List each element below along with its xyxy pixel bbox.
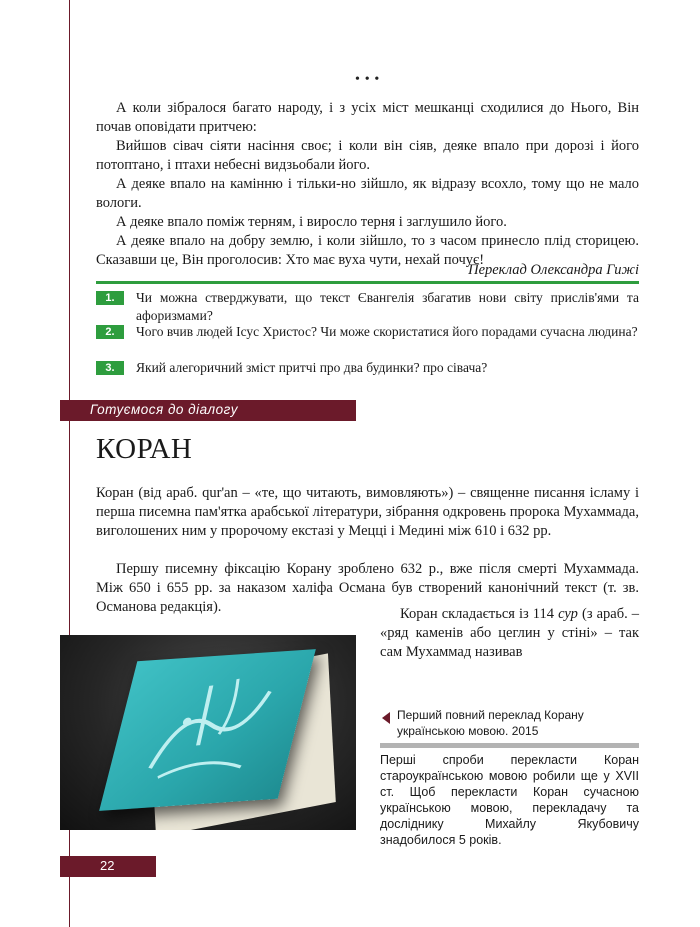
- question-number: 1.: [96, 291, 124, 305]
- question-number: 3.: [96, 361, 124, 375]
- koran-paragraph-3-start: Коран складається із 114: [400, 606, 555, 622]
- page-title: КОРАН: [96, 433, 193, 465]
- koran-paragraph-2: Першу писемну фіксацію Корану зроблено 632 р., вже після смерті Мухаммада. Між 650 і 655 рр. за наказом халіфа Османа був створений канонічний текст (т. зв. Османова редакція).: [96, 561, 639, 615]
- parable-paragraph-5: А деяке впало на добру землю, і коли зійшло, то з часом принесло плід сторицею. Сказавши це, Він проголосив: Хто має вуха чути, нехай почує!: [96, 233, 639, 268]
- koran-paragraph-3: [380, 605, 639, 662]
- page-number-tab: [60, 856, 156, 877]
- green-divider: [96, 281, 639, 284]
- question-text: Чого вчив людей Ісус Христос? Чи може скористатися його порадами сучасна людина?: [136, 324, 638, 339]
- photo-caption: Перший повний переклад Корану українською мовою. 2015: [397, 708, 584, 738]
- sura-term: сур: [558, 606, 578, 622]
- parable-paragraph-4: А деяке впало поміж терням, і виросло терня і заглушило його.: [116, 214, 507, 230]
- page-number: 22: [100, 858, 115, 873]
- parable-paragraph-2: Вийшов сівач сіяти насіння своє; і коли він сіяв, деяке впало при дорозі і його потоптано, і птахи небесні видзьобали його.: [96, 138, 639, 173]
- koran-book-photo: [60, 635, 356, 830]
- question-text: Чи можна стверджувати, що текст Євангелія збагатив нови світу прислів'ями та афоризмами?: [136, 290, 639, 323]
- question-text: Який алегоричний зміст притчі про два будинки? про сівача?: [136, 360, 488, 375]
- caption-arrow-icon: [382, 712, 390, 724]
- parable-paragraph-1: А коли зібралося багато народу, і з усіх міст мешканці сходилися до Нього, Він почав оповідати притчею:: [96, 100, 639, 135]
- koran-paragraph-3-end: (з араб. – «ряд каменів або цеглин у стіні» – так сам Мухаммад називав: [380, 606, 640, 660]
- parable-paragraph-3: А деяке впало на камінню і тільки-но зійшло, як відразу всохло, тому що не мало вологи.: [96, 176, 639, 211]
- translation-credit: Переклад Олександра Гижі: [468, 262, 639, 278]
- ornament-dots: • • •: [355, 72, 381, 87]
- calligraphy-decoration: [122, 660, 298, 799]
- koran-paragraph-1: Коран (від араб. qur'an – «те, що читають, вимовляють») – священне писання ісламу і перша писемна пам'ятка арабської літератури, зібрання одкровень пророка Мухаммада, виголошених ним у пророчому екстазі у Мецці і Медині між 610 і 632 рр.: [96, 485, 639, 539]
- section-header-bar: [60, 400, 356, 421]
- gray-divider: [380, 743, 639, 748]
- section-header-label: Готуємося до діалогу: [90, 402, 239, 417]
- side-note: Перші спроби перекласти Коран староукраїнською мовою робили ще у XVII ст. Щоб перекласти Коран сучасною українською мовою, перекладачу та досліднику Михайлу Якубовичу знадобилося 5 років.: [380, 753, 639, 847]
- question-number: 2.: [96, 325, 124, 339]
